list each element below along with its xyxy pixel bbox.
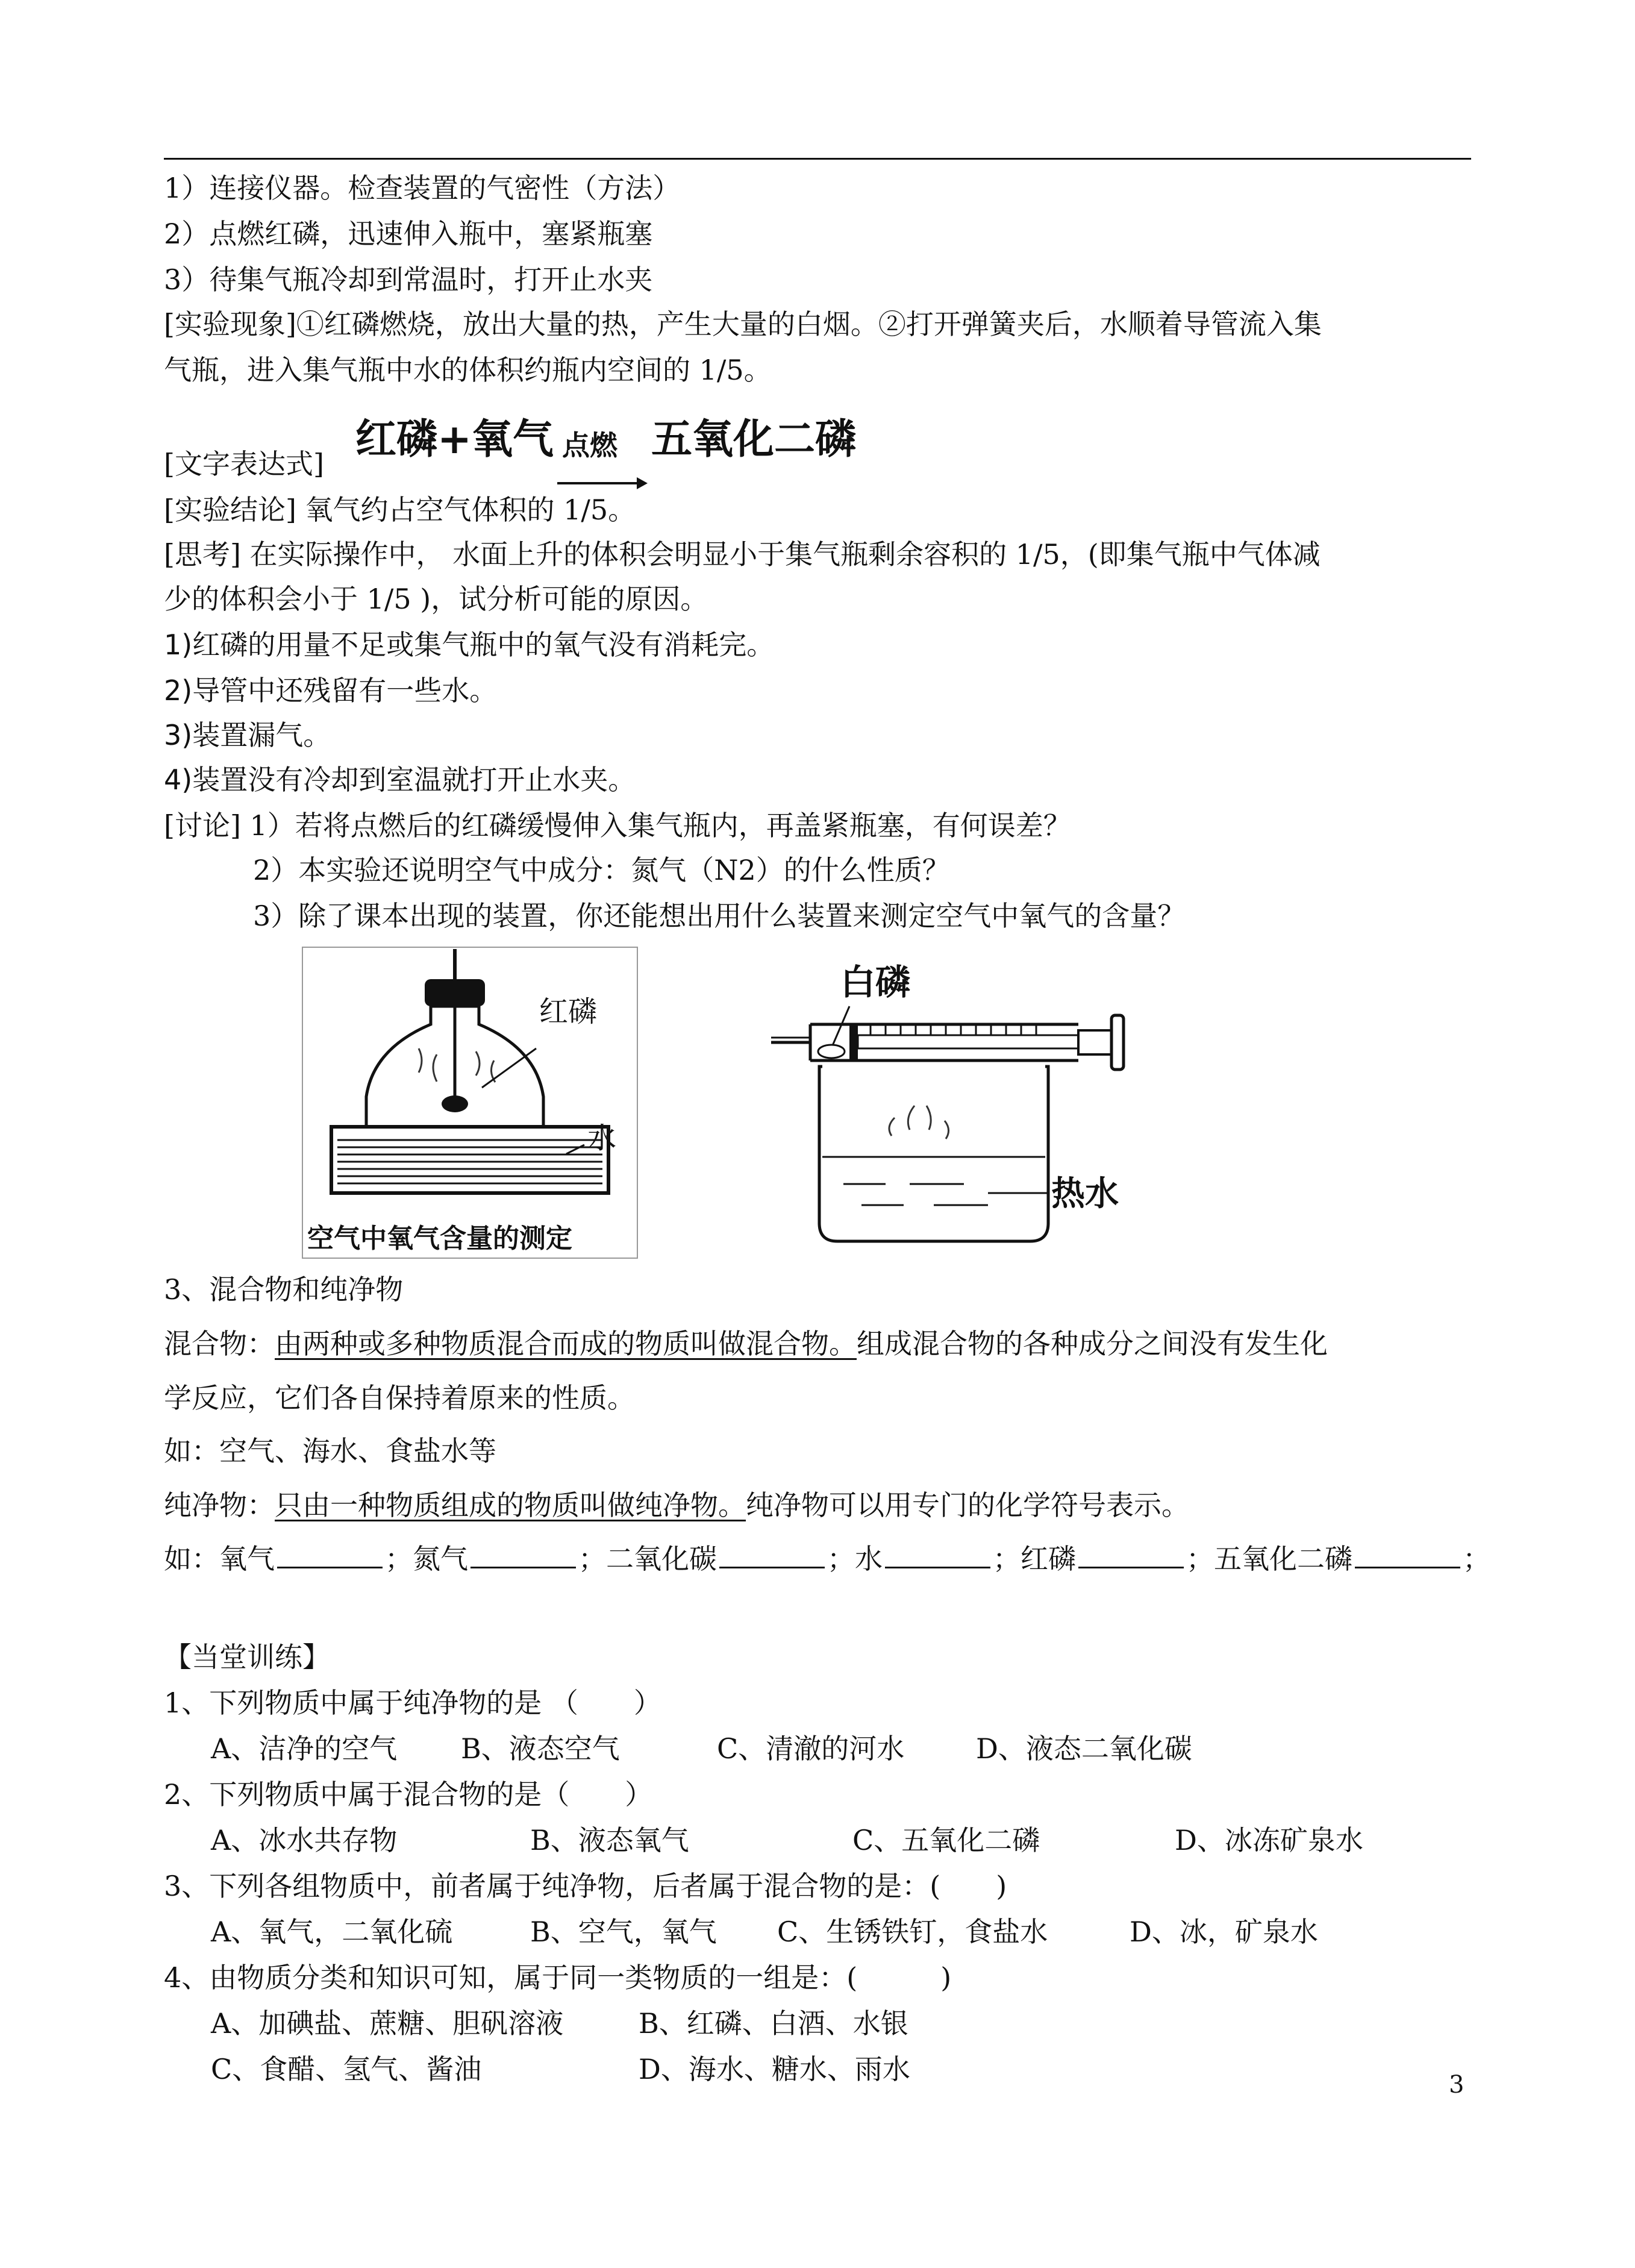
sep: ； bbox=[993, 1543, 1021, 1575]
sep: ； bbox=[1463, 1543, 1490, 1575]
example-red-phosphorus: 红磷 bbox=[1021, 1543, 1076, 1575]
step-2: 2）点燃红磷，迅速伸入瓶中，塞紧瓶塞 bbox=[164, 218, 653, 250]
question-4-stem: 4、由物质分类和知识可知，属于同一类物质的一组是：( ) bbox=[164, 1961, 952, 1994]
section3-heading: 3、混合物和纯净物 bbox=[164, 1273, 404, 1306]
sep: ； bbox=[385, 1543, 413, 1575]
thinking-line-1: [思考] 在实际操作中， 水面上升的体积会明显小于集气瓶剩余容积的 1/5，(即集气瓶中气体减 bbox=[164, 538, 1321, 571]
blank-red-phosphorus[interactable] bbox=[1078, 1540, 1184, 1568]
question-1-stem: 1、下列物质中属于纯净物的是 （ ） bbox=[164, 1687, 661, 1719]
sep: ； bbox=[1186, 1543, 1214, 1575]
sep: ； bbox=[827, 1543, 855, 1575]
pure-rest: 纯净物可以用专门的化学符号表示。 bbox=[746, 1489, 1189, 1521]
phenomenon-line-1: [实验现象]①红磷燃烧，放出大量的热，产生大量的白烟。②打开弹簧夹后，水顺着导管流入集 bbox=[164, 308, 1322, 340]
q2-option-a: A、冰水共存物 bbox=[211, 1824, 398, 1856]
label-hot-water: 热水 bbox=[1051, 1174, 1119, 1214]
q3-option-d: D、冰，矿泉水 bbox=[1130, 1916, 1318, 1948]
q4-option-a: A、加碘盐、蔗糖、胆矾溶液 bbox=[211, 2007, 564, 2040]
q3-option-c: C、生锈铁钉，食盐水 bbox=[777, 1916, 1048, 1948]
equation-reactants: 红磷+氧气 bbox=[355, 416, 554, 463]
figure-syringe-apparatus bbox=[765, 958, 1199, 1247]
blank-p2o5[interactable] bbox=[1355, 1540, 1460, 1568]
example-water: 水 bbox=[855, 1543, 883, 1575]
q4-option-b: B、红磷、白酒、水银 bbox=[639, 2007, 908, 2040]
page-number: 3 bbox=[1449, 2071, 1465, 2099]
q2-option-b: B、液态氧气 bbox=[530, 1824, 689, 1856]
mixture-examples: 如：空气、海水、食盐水等 bbox=[164, 1435, 496, 1467]
pure-definition: 只由一种物质组成的物质叫做纯净物。 bbox=[275, 1489, 746, 1521]
word-equation-label: [文字表达式] bbox=[164, 448, 324, 480]
training-heading: 【当堂训练】 bbox=[164, 1641, 330, 1673]
q2-option-d: D、冰冻矿泉水 bbox=[1175, 1824, 1363, 1856]
q1-option-b: B、液态空气 bbox=[461, 1732, 620, 1765]
label-white-phosphorus: 白磷 bbox=[840, 962, 911, 1003]
q2-option-c: C、五氧化二磷 bbox=[852, 1824, 1040, 1856]
example-co2: 二氧化碳 bbox=[606, 1543, 717, 1575]
reaction-condition: 点燃 bbox=[561, 429, 617, 462]
question-3-stem: 3、下列各组物质中，前者属于纯净物，后者属于混合物的是：( ) bbox=[164, 1870, 1007, 1902]
label-red-phosphorus: 红磷 bbox=[539, 995, 598, 1029]
figure-caption: 空气中氧气含量的测定 bbox=[307, 1223, 572, 1254]
conclusion: [实验结论] 氧气约占空气体积的 1/5。 bbox=[164, 493, 636, 526]
q1-option-a: A、洁净的空气 bbox=[211, 1732, 398, 1765]
mixture-rest: 组成混合物的各种成分之间没有发生化 bbox=[857, 1327, 1328, 1360]
word-equation bbox=[355, 416, 856, 464]
mixture-label: 混合物： bbox=[164, 1327, 275, 1360]
label-water: 水 bbox=[587, 1121, 617, 1155]
blank-co2[interactable] bbox=[719, 1540, 825, 1568]
q4-option-d: D、海水、糖水、雨水 bbox=[639, 2053, 910, 2085]
example-p2o5: 五氧化二磷 bbox=[1214, 1543, 1352, 1575]
reason-4: 4)装置没有冷却到室温就打开止水夹。 bbox=[164, 763, 636, 796]
q4-option-c: C、食醋、氢气、酱油 bbox=[211, 2053, 482, 2085]
mixture-line-1 bbox=[164, 1326, 1328, 1362]
phenomenon-line-2: 气瓶，进入集气瓶中水的体积约瓶内空间的 1/5。 bbox=[164, 354, 772, 386]
q1-option-c: C、清澈的河水 bbox=[717, 1732, 905, 1765]
pure-examples-prefix: 如： bbox=[164, 1543, 219, 1575]
mixture-line-2: 学反应，它们各自保持着原来的性质。 bbox=[164, 1382, 635, 1414]
reason-2: 2)导管中还残留有一些水。 bbox=[164, 674, 498, 707]
thinking-line-2: 少的体积会小于 1/5 )，试分析可能的原因。 bbox=[164, 583, 708, 615]
pure-line-1 bbox=[164, 1487, 1189, 1523]
discussion-2: 2）本实验还说明空气中成分：氮气（N2）的什么性质？ bbox=[253, 854, 950, 886]
q1-option-d: D、液态二氧化碳 bbox=[976, 1732, 1192, 1765]
sep: ； bbox=[578, 1543, 606, 1575]
reason-1: 1)红磷的用量不足或集气瓶中的氧气没有消耗完。 bbox=[164, 628, 775, 661]
example-nitrogen: 氮气 bbox=[413, 1543, 468, 1575]
header-rule bbox=[164, 158, 1471, 160]
blank-water[interactable] bbox=[885, 1540, 990, 1568]
q3-option-b: B、空气，氧气 bbox=[530, 1916, 717, 1948]
figure-bell-jar-apparatus bbox=[301, 946, 639, 1259]
q3-option-a: A、氧气，二氧化硫 bbox=[211, 1916, 453, 1948]
step-3: 3）待集气瓶冷却到常温时，打开止水夹 bbox=[164, 263, 653, 296]
pure-label: 纯净物： bbox=[164, 1489, 275, 1521]
equation-product: 五氧化二磷 bbox=[651, 416, 856, 463]
blank-oxygen[interactable] bbox=[277, 1540, 383, 1568]
question-2-stem: 2、下列物质中属于混合物的是（ ） bbox=[164, 1778, 653, 1811]
example-oxygen: 氧气 bbox=[219, 1543, 275, 1575]
pure-examples bbox=[164, 1540, 1490, 1577]
discussion-3: 3）除了课本出现的装置，你还能想出用什么装置来测定空气中氧气的含量？ bbox=[253, 900, 1186, 932]
reason-3: 3)装置漏气。 bbox=[164, 719, 331, 751]
discussion-1: [讨论] 1）若将点燃后的红磷缓慢伸入集气瓶内，再盖紧瓶塞，有何误差？ bbox=[164, 809, 1071, 842]
mixture-definition: 由两种或多种物质混合而成的物质叫做混合物。 bbox=[275, 1327, 857, 1360]
step-1: 1）连接仪器。检查装置的气密性（方法） bbox=[164, 172, 681, 204]
blank-nitrogen[interactable] bbox=[470, 1540, 576, 1568]
